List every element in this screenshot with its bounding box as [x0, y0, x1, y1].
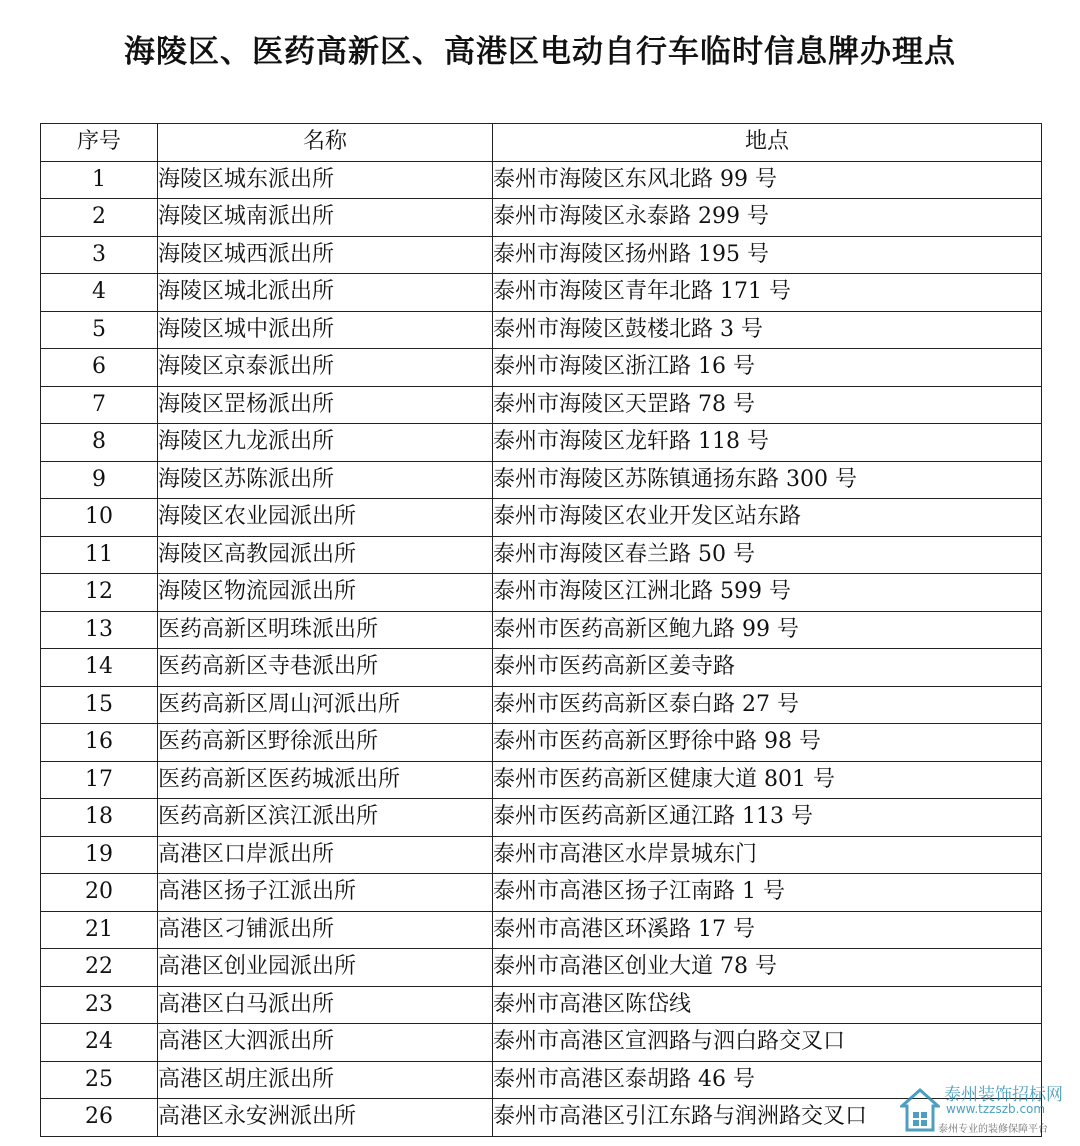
- row-index: 2: [41, 199, 158, 237]
- row-index: 17: [41, 761, 158, 799]
- station-address: 泰州市海陵区鼓楼北路 3 号: [493, 311, 1042, 349]
- station-name: 医药高新区寺巷派出所: [158, 649, 493, 687]
- station-name: 医药高新区明珠派出所: [158, 611, 493, 649]
- row-index: 9: [41, 461, 158, 499]
- table-row: [41, 274, 1042, 312]
- table-row: [41, 611, 1042, 649]
- station-address: 泰州市医药高新区姜寺路: [493, 649, 1042, 687]
- row-index: 18: [41, 799, 158, 837]
- station-address: 泰州市海陵区苏陈镇通扬东路 300 号: [493, 461, 1042, 499]
- station-name: 海陵区苏陈派出所: [158, 461, 493, 499]
- station-address: 泰州市海陵区江洲北路 599 号: [493, 574, 1042, 612]
- table-row: [41, 161, 1042, 199]
- station-name: 医药高新区滨江派出所: [158, 799, 493, 837]
- station-address: 泰州市海陵区龙轩路 118 号: [493, 424, 1042, 462]
- station-address: 泰州市高港区扬子江南路 1 号: [493, 874, 1042, 912]
- row-index: 23: [41, 986, 158, 1024]
- row-index: 4: [41, 274, 158, 312]
- row-index: 12: [41, 574, 158, 612]
- station-address: 泰州市医药高新区野徐中路 98 号: [493, 724, 1042, 762]
- row-index: 6: [41, 349, 158, 387]
- table-row: [41, 911, 1042, 949]
- table-row: [41, 949, 1042, 987]
- station-name: 医药高新区医药城派出所: [158, 761, 493, 799]
- table-row: [41, 461, 1042, 499]
- station-address: 泰州市海陵区浙江路 16 号: [493, 349, 1042, 387]
- station-address: 泰州市高港区环溪路 17 号: [493, 911, 1042, 949]
- station-name: 高港区创业园派出所: [158, 949, 493, 987]
- row-index: 13: [41, 611, 158, 649]
- table-row: [41, 386, 1042, 424]
- header-address: 地点: [493, 124, 1042, 162]
- watermark-url: www.tzzszb.com: [946, 1102, 1046, 1116]
- row-index: 11: [41, 536, 158, 574]
- table-row: [41, 349, 1042, 387]
- table-row: [41, 761, 1042, 799]
- table-row: [41, 836, 1042, 874]
- table-row: [41, 199, 1042, 237]
- row-index: 3: [41, 236, 158, 274]
- station-name: 医药高新区周山河派出所: [158, 686, 493, 724]
- row-index: 21: [41, 911, 158, 949]
- station-name: 高港区白马派出所: [158, 986, 493, 1024]
- location-table: [40, 123, 1042, 1137]
- row-index: 24: [41, 1024, 158, 1062]
- table-row: [41, 686, 1042, 724]
- table-row: [41, 649, 1042, 687]
- station-name: 海陵区城西派出所: [158, 236, 493, 274]
- row-index: 22: [41, 949, 158, 987]
- station-name: 高港区永安洲派出所: [158, 1099, 493, 1137]
- station-address: 泰州市医药高新区通江路 113 号: [493, 799, 1042, 837]
- row-index: 5: [41, 311, 158, 349]
- row-index: 1: [41, 161, 158, 199]
- table-row: [41, 236, 1042, 274]
- station-name: 高港区胡庄派出所: [158, 1061, 493, 1099]
- station-address: 泰州市高港区创业大道 78 号: [493, 949, 1042, 987]
- watermark-slogan: 泰州专业的装修保障平台: [938, 1124, 1048, 1135]
- table-row: [41, 874, 1042, 912]
- station-address: 泰州市海陵区天罡路 78 号: [493, 386, 1042, 424]
- table-row: [41, 424, 1042, 462]
- table-row: [41, 574, 1042, 612]
- station-address: 泰州市海陵区东风北路 99 号: [493, 161, 1042, 199]
- table-body: [41, 161, 1042, 1136]
- table-row: [41, 311, 1042, 349]
- watermark-name: 泰州装饰招标网: [944, 1085, 1063, 1105]
- station-name: 海陵区农业园派出所: [158, 499, 493, 537]
- row-index: 26: [41, 1099, 158, 1137]
- station-name: 海陵区城中派出所: [158, 311, 493, 349]
- row-index: 25: [41, 1061, 158, 1099]
- table-row: [41, 1061, 1042, 1099]
- station-address: 泰州市高港区引江东路与润洲路交叉口: [493, 1099, 1042, 1137]
- station-name: 海陵区物流园派出所: [158, 574, 493, 612]
- station-name: 海陵区京泰派出所: [158, 349, 493, 387]
- station-address: 泰州市高港区宣泗路与泗白路交叉口: [493, 1024, 1042, 1062]
- station-address: 泰州市高港区陈岱线: [493, 986, 1042, 1024]
- table-row: [41, 1024, 1042, 1062]
- station-name: 海陵区高教园派出所: [158, 536, 493, 574]
- row-index: 14: [41, 649, 158, 687]
- header-index: 序号: [41, 124, 158, 162]
- station-address: 泰州市海陵区永泰路 299 号: [493, 199, 1042, 237]
- row-index: 10: [41, 499, 158, 537]
- table-header-row: [41, 124, 1042, 162]
- station-address: 泰州市高港区水岸景城东门: [493, 836, 1042, 874]
- station-address: 泰州市医药高新区鲍九路 99 号: [493, 611, 1042, 649]
- header-name: 名称: [158, 124, 493, 162]
- station-name: 海陵区罡杨派出所: [158, 386, 493, 424]
- station-name: 高港区大泗派出所: [158, 1024, 493, 1062]
- site-watermark: [900, 1080, 1072, 1140]
- station-address: 泰州市海陵区扬州路 195 号: [493, 236, 1042, 274]
- station-name: 高港区刁铺派出所: [158, 911, 493, 949]
- station-name: 高港区扬子江派出所: [158, 874, 493, 912]
- table-row: [41, 799, 1042, 837]
- table-row: [41, 1099, 1042, 1137]
- station-name: 医药高新区野徐派出所: [158, 724, 493, 762]
- row-index: 8: [41, 424, 158, 462]
- station-address: 泰州市海陵区青年北路 171 号: [493, 274, 1042, 312]
- house-icon: [900, 1088, 940, 1132]
- row-index: 16: [41, 724, 158, 762]
- station-name: 海陵区城南派出所: [158, 199, 493, 237]
- station-name: 高港区口岸派出所: [158, 836, 493, 874]
- row-index: 20: [41, 874, 158, 912]
- station-name: 海陵区城北派出所: [158, 274, 493, 312]
- row-index: 15: [41, 686, 158, 724]
- table-row: [41, 986, 1042, 1024]
- table-row: [41, 724, 1042, 762]
- station-address: 泰州市医药高新区泰白路 27 号: [493, 686, 1042, 724]
- station-name: 海陵区城东派出所: [158, 161, 493, 199]
- table-row: [41, 536, 1042, 574]
- station-address: 泰州市海陵区春兰路 50 号: [493, 536, 1042, 574]
- station-name: 海陵区九龙派出所: [158, 424, 493, 462]
- station-address: 泰州市高港区泰胡路 46 号: [493, 1061, 1042, 1099]
- row-index: 19: [41, 836, 158, 874]
- station-address: 泰州市海陵区农业开发区站东路: [493, 499, 1042, 537]
- page-title: 海陵区、医药高新区、高港区电动自行车临时信息牌办理点: [124, 34, 956, 70]
- table-row: [41, 499, 1042, 537]
- row-index: 7: [41, 386, 158, 424]
- station-address: 泰州市医药高新区健康大道 801 号: [493, 761, 1042, 799]
